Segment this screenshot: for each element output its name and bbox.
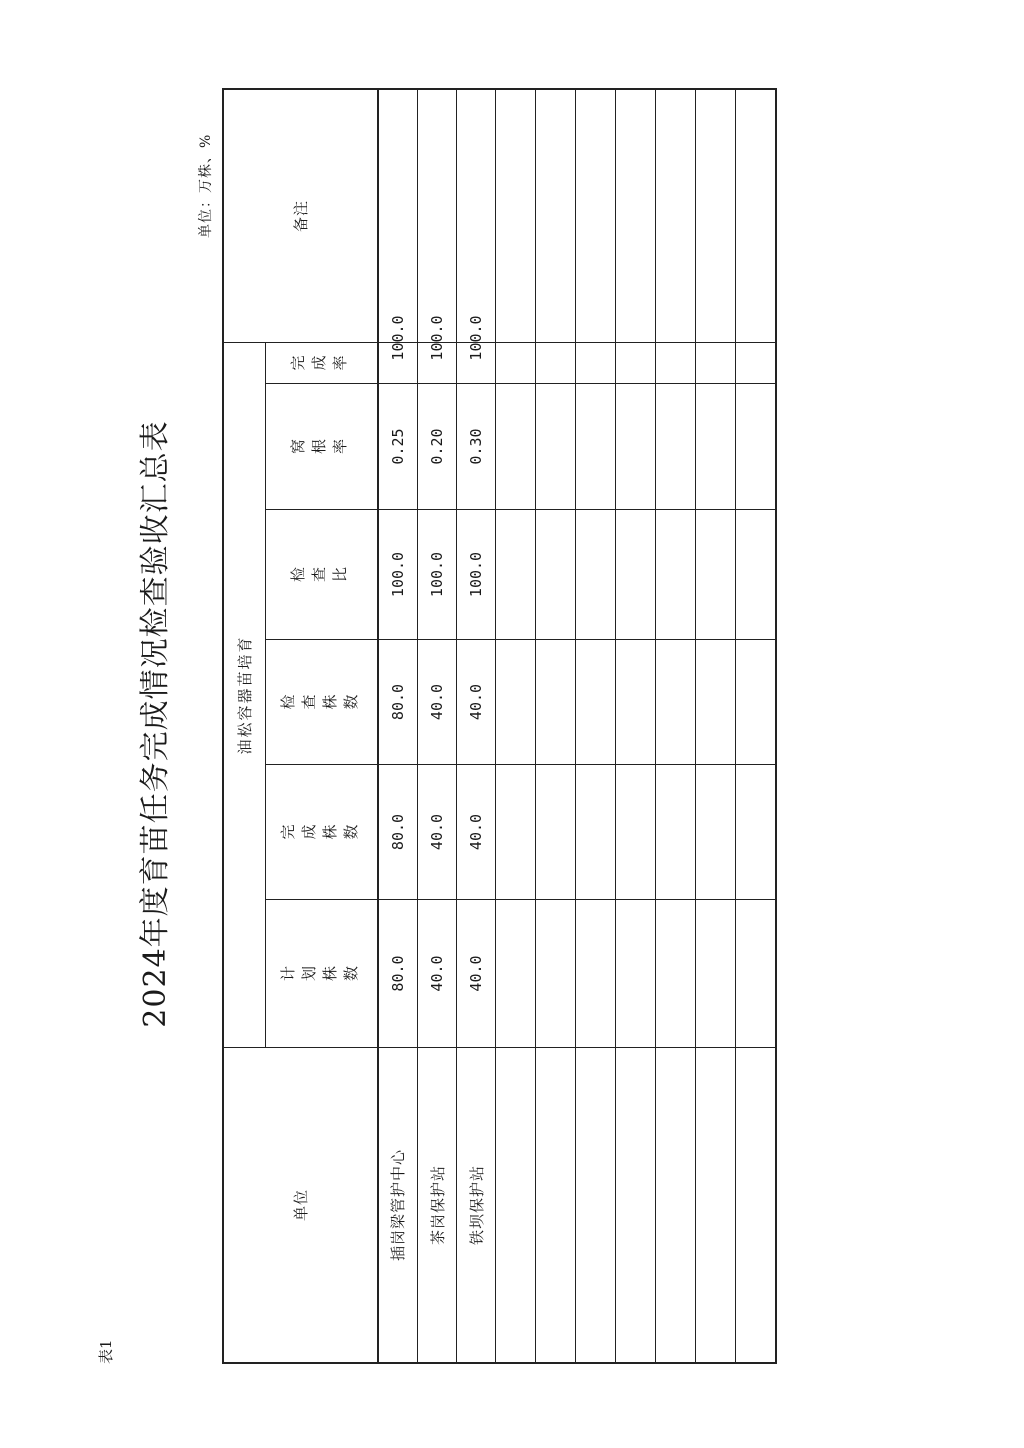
- row-unit: 茶岗保护站: [428, 1165, 447, 1246]
- row-done: 40.0: [428, 813, 446, 851]
- header-remark: 备注: [292, 200, 310, 233]
- row-root-ratio: 0.30: [467, 428, 485, 465]
- header-done: 完成株数: [279, 823, 364, 842]
- header-group: 油松容器苗培育: [236, 635, 254, 755]
- header-complete-rate: 完成率: [290, 354, 353, 373]
- header-checked: 检查株数: [279, 693, 364, 712]
- row-plan: 40.0: [428, 955, 446, 992]
- row-plan: 40.0: [467, 955, 485, 992]
- unit-note: 单位：万株、%: [198, 133, 214, 238]
- row-check-ratio: 100.0: [467, 551, 485, 598]
- row-complete-rate: 100.0: [467, 315, 485, 361]
- row-root-ratio: 0.25: [388, 428, 407, 465]
- row-done: 40.0: [467, 813, 485, 851]
- row-root-ratio: 0.20: [428, 428, 446, 465]
- row-checked: 40.0: [467, 683, 485, 721]
- row-complete-rate: 100.0: [428, 315, 446, 361]
- row-check-ratio: 100.0: [428, 551, 446, 598]
- header-root-ratio: 窝根率: [290, 438, 353, 456]
- header-unit: 单位: [292, 1189, 310, 1222]
- row-checked: 40.0: [428, 683, 446, 721]
- table-label: 表1: [97, 1339, 115, 1364]
- row-check-ratio: 100.0: [388, 551, 407, 598]
- header-check-ratio: 检查比: [290, 566, 353, 584]
- row-unit: 铁坝保护站: [467, 1165, 486, 1246]
- row-complete-rate: 100.0: [388, 315, 407, 361]
- document-title: 2024年度育苗任务完成情况检查验收汇总表: [138, 420, 173, 1028]
- row-done: 80.0: [388, 813, 407, 851]
- header-plan: 计划株数: [279, 965, 364, 983]
- row-plan: 80.0: [388, 955, 407, 992]
- row-unit: 插岗梁管护中心: [389, 1149, 407, 1262]
- row-checked: 80.0: [388, 683, 407, 721]
